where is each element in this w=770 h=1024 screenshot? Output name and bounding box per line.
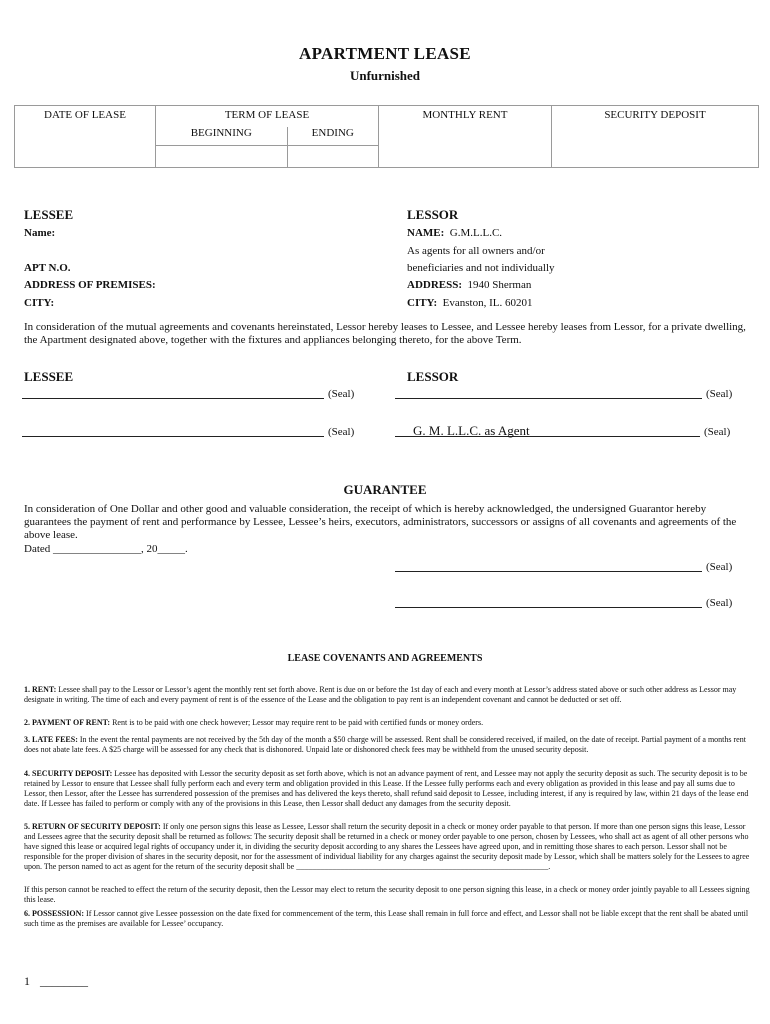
covenants-heading: LEASE COVENANTS AND AGREEMENTS <box>287 653 483 664</box>
initials-line[interactable]: ________ <box>40 974 88 988</box>
lessor-name-row <box>407 227 502 239</box>
guarantor-seal-2: (Seal) <box>706 597 733 609</box>
lessee-name-label: Name: <box>24 227 56 239</box>
lessee-apt-label: APT N.O. <box>24 262 71 274</box>
covenant-return-of-deposit-continued <box>24 885 752 905</box>
monthly-rent-header: MONTHLY RENT <box>422 109 508 121</box>
lessor-agents-line1: As agents for all owners and/or <box>407 245 545 257</box>
lessor-agents-line2: beneficiaries and not individually <box>407 262 555 274</box>
guarantee-dated-line[interactable]: Dated ________________, 20_____. <box>24 543 188 555</box>
signature-lessor-heading: LESSOR <box>407 369 459 384</box>
guarantor-signature-line-1[interactable] <box>395 571 702 572</box>
lessor-name-value: G.M.L.L.C. <box>449 227 503 239</box>
lessor-name-label: NAME: <box>407 227 445 239</box>
beginning-header: BEGINNING <box>156 127 288 145</box>
covenant-label: 5. RETURN OF SECURITY DEPOSIT: <box>24 822 161 831</box>
covenant-text: If Lessor cannot give Lessee possession on the date fixed for commencement of the term, this Lease shall remain in full force and effect, and Lessor shall not be liable except that the rent shall be abated until such time as the premises are available for Lessee’ occupancy. <box>24 909 749 928</box>
covenant-rent <box>24 685 752 705</box>
covenant-text: Lessee has deposited with Lessor the security deposit as set forth above, which is not an advance payment of rent, and Lessee may not apply the security deposit as such. The security deposit is to be retained by Lessor to ensure that Lessee shall fully perform each and every term and obligation provided in this Lease. If the Lessee fully performs each and every obligation as provided in this lease and pay all sums due to Lessor, then Lessor, after the Lessee has surrendered possession of the premises and has delivered the keys thereto, shall refund said deposit to Lessee, including interest, if any is required by law, within 21 days of the lease end date. If Lessee has failed to perform or comply with any of the provisions in this Lease, then Lessor shall deduct any damages from the security deposit. <box>24 769 749 808</box>
document-subtitle: Unfurnished <box>349 68 421 83</box>
lessor-address-value: 1940 Sherman <box>467 279 532 291</box>
covenant-text: If only one person signs this lease as Lessee, Lessor shall return the security deposit in a check or money order payable to that person. If more than one person signs this lease, Lessor and Lessees agree that the security deposit shall be returned as follows: The security deposit shall be returned in a check or money order payable to one person, chosen by Lessees, who shall act as agent of all other persons who have signed this lease or acquired legal rights of occupancy under it, in dividing the security deposit according to any shares the Lessees have agreed upon, and in remitting those shares to each person. Lessor shall not be responsible for the proper division of shares in the security deposit, nor for the assessment of individual liability for any charges against the security deposit made by Lessor, which shall be matters solely for the Lessees to agree upon. The person named to act as agent for the return of the security deposit shall be _______________________________________________________________. <box>24 822 750 871</box>
monthly-rent-cell[interactable] <box>379 106 552 168</box>
covenant-return-of-deposit <box>24 822 752 872</box>
consideration-paragraph: In consideration of the mutual agreements and covenants hereinstated, Lessor hereby leases to Lessee, and Lessee hereby leases from Lessor, for a private dwelling, the Apartment designated above, together with the fixtures and appliances belonging thereto, for the above Term. <box>24 321 746 346</box>
covenant-text: Rent is to be paid with one check however; Lessor may require rent to be paid with certified funds or money orders. <box>110 718 484 727</box>
lessee-signature-line-2[interactable] <box>22 436 324 437</box>
lessor-city-row <box>407 297 533 309</box>
term-of-lease-header: TERM OF LEASE <box>156 106 379 128</box>
covenant-label: 6. POSSESSION: <box>24 909 85 918</box>
guarantee-heading: GUARANTEE <box>343 482 427 497</box>
lessor-address-row <box>407 279 531 291</box>
covenant-label: 1. RENT: <box>24 685 57 694</box>
date-of-lease-cell[interactable] <box>15 106 156 168</box>
guarantor-signature-line-2[interactable] <box>395 607 702 608</box>
guarantee-paragraph: In consideration of One Dollar and other good and valuable consideration, the receipt of which is hereby acknowledged, the undersigned Guarantor hereby guarantees the payment of rent and performance by Lessee, Lessee’s heirs, executors, administrators, successors or assigns of all covenants and agreements of the above lease. <box>24 503 737 541</box>
covenant-payment-of-rent <box>24 718 752 728</box>
security-deposit-cell[interactable] <box>552 106 759 168</box>
lessor-signature-line-1[interactable] <box>395 398 702 399</box>
covenant-possession <box>24 909 752 929</box>
lessee-seal-2: (Seal) <box>328 426 355 438</box>
beginning-value-cell[interactable] <box>156 145 288 167</box>
lessee-signature-line-1[interactable] <box>22 398 324 399</box>
lessee-city-label: CITY: <box>24 297 55 309</box>
lessor-seal-1: (Seal) <box>706 388 733 400</box>
covenant-security-deposit <box>24 769 752 809</box>
covenant-label: 3. LATE FEES: <box>24 735 78 744</box>
lessee-heading: LESSEE <box>24 207 74 222</box>
covenant-label: 2. PAYMENT OF RENT: <box>24 718 111 727</box>
guarantor-seal-1: (Seal) <box>706 561 733 573</box>
lessee-premises-label: ADDRESS OF PREMISES: <box>24 279 156 291</box>
date-of-lease-header: DATE OF LEASE <box>44 109 126 121</box>
lessor-seal-2: (Seal) <box>704 426 731 438</box>
page-number: 1 <box>24 974 30 988</box>
lessor-heading: LESSOR <box>407 207 459 222</box>
lessee-seal-1: (Seal) <box>328 388 355 400</box>
covenant-text: Lessee shall pay to the Lessor or Lessor’s agent the monthly rent set forth above. Rent is due on or before the 1st day of each and every month at Lessor’s address stated above or such other address as Lessor may designate in writing. The time of each and every payment of rent is of the essence of the Lease and the obligation to pay rent is an independent covenant and cannot be deducted or set off. <box>24 685 737 704</box>
covenant-late-fees <box>24 735 752 755</box>
covenant-text: In the event the rental payments are not received by the 5th day of the month a $50 charge will be assessed. Rent shall be considered received, if mailed, on the date of receipt. Partial payment of a months rent does not abate late fees. A $25 charge will be assessed for any check that is dishonored. Unpaid late or dishonored check fees may be withheld from the unused security deposit. <box>24 735 746 754</box>
lessor-agent-signature: G. M. L.L.C. as Agent <box>413 423 530 438</box>
document-title: APARTMENT LEASE <box>299 44 471 63</box>
ending-header: ENDING <box>287 127 378 145</box>
signature-lessee-heading: LESSEE <box>24 369 74 384</box>
lease-terms-table <box>14 105 759 168</box>
covenant-text: If this person cannot be reached to effect the return of the security deposit, then the Lessor may elect to return the security deposit to one person signing this lease, in a check or money order jointly payable to all Lessees signing this lease. <box>24 885 750 904</box>
lessor-city-value: Evanston, IL. 60201 <box>442 297 533 309</box>
covenant-label: 4. SECURITY DEPOSIT: <box>24 769 113 778</box>
security-deposit-header: SECURITY DEPOSIT <box>604 109 706 121</box>
ending-value-cell[interactable] <box>287 145 378 167</box>
lessor-address-label: ADDRESS: <box>407 279 463 291</box>
lessor-city-label: CITY: <box>407 297 438 309</box>
